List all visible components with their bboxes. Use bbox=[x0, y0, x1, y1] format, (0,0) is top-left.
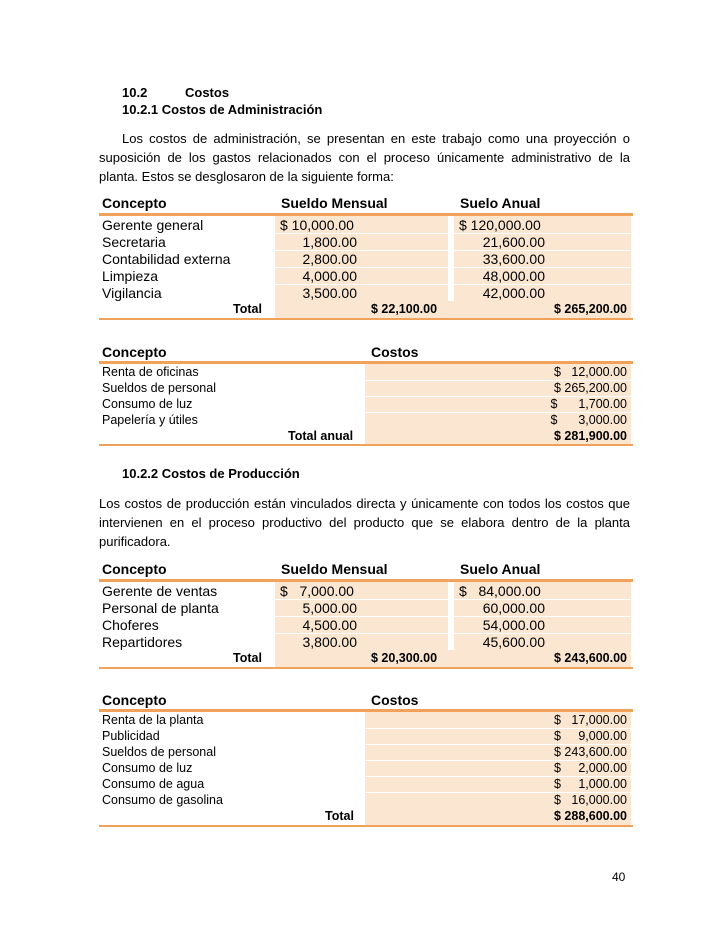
cost-cell: $ 17,000.00 bbox=[554, 713, 627, 727]
cost-cell: $ 12,000.00 bbox=[554, 365, 627, 379]
concept-cell: Publicidad bbox=[102, 729, 160, 743]
table-row bbox=[99, 268, 633, 285]
paragraph-production bbox=[99, 494, 630, 551]
cost-cell: $ 16,000.00 bbox=[554, 793, 627, 807]
annual-cell: $ 120,000.00 bbox=[459, 217, 541, 233]
paragraph-line: Los costos de producción están vinculados directa y únicamente con todos los costos que bbox=[99, 496, 630, 511]
annual-cell: 60,000.00 bbox=[482, 600, 545, 616]
paragraph-line: planta. Estos se desglosaron de la siguiente forma: bbox=[99, 169, 394, 184]
concept-cell: Gerente de ventas bbox=[102, 583, 218, 599]
column-header: Sueldo Mensual bbox=[281, 561, 388, 577]
column-header: Suelo Anual bbox=[460, 561, 541, 577]
total-cost: $ 288,600.00 bbox=[554, 809, 627, 823]
annual-cell: 21,600.00 bbox=[482, 234, 545, 250]
column-header: Sueldo Mensual bbox=[281, 195, 388, 211]
monthly-cell: 3,500.00 bbox=[302, 285, 357, 301]
paragraph-line: purificadora. bbox=[99, 534, 171, 549]
column-header: Concepto bbox=[102, 561, 167, 577]
total-annual: $ 265,200.00 bbox=[554, 302, 627, 316]
column-header: Concepto bbox=[102, 692, 167, 708]
total-monthly: $ 22,100.00 bbox=[371, 302, 438, 316]
annual-cell: 48,000.00 bbox=[482, 268, 545, 284]
concept-cell: Consumo de luz bbox=[102, 397, 193, 411]
column-header: Concepto bbox=[102, 195, 167, 211]
table-row bbox=[99, 234, 633, 251]
annual-cell: 42,000.00 bbox=[482, 285, 545, 301]
monthly-cell: 3,800.00 bbox=[302, 634, 357, 650]
column-header: Concepto bbox=[102, 344, 167, 360]
monthly-cell: 4,000.00 bbox=[302, 268, 357, 284]
monthly-cell: 1,800.00 bbox=[302, 234, 357, 250]
paragraph-line: Los costos de administración, se presentan en este trabajo como una proyección o bbox=[122, 131, 630, 146]
concept-cell: Gerente general bbox=[102, 217, 204, 233]
monthly-cell: 5,000.00 bbox=[302, 600, 357, 616]
concept-cell: Sueldos de personal bbox=[102, 381, 216, 395]
total-label: Total bbox=[325, 809, 354, 823]
concept-cell: Consumo de agua bbox=[102, 777, 205, 791]
total-monthly: $ 20,300.00 bbox=[371, 651, 438, 665]
page-number: 40 bbox=[612, 870, 626, 884]
annual-cell: $ 84,000.00 bbox=[459, 583, 541, 599]
cost-cell: $ 243,600.00 bbox=[554, 745, 627, 759]
concept-cell: Vigilancia bbox=[102, 285, 162, 301]
admin-costs-table bbox=[99, 342, 633, 446]
concept-cell: Repartidores bbox=[102, 634, 183, 650]
cost-cell: $ 1,700.00 bbox=[550, 397, 627, 411]
subsection-title-production: 10.2.2 Costos de Producción bbox=[122, 466, 300, 481]
annual-cell: 33,600.00 bbox=[482, 251, 545, 267]
annual-cell: 45,600.00 bbox=[482, 634, 545, 650]
concept-cell: Renta de oficinas bbox=[102, 365, 199, 379]
section-title: Costos bbox=[185, 85, 230, 100]
total-annual: $ 243,600.00 bbox=[554, 651, 627, 665]
total-cost: $ 281,900.00 bbox=[554, 429, 627, 443]
table-row bbox=[99, 217, 633, 234]
concept-cell: Secretaria bbox=[102, 234, 166, 250]
column-header: Costos bbox=[371, 344, 419, 360]
total-label: Total anual bbox=[288, 429, 354, 443]
cost-cell: $ 2,000.00 bbox=[554, 761, 627, 775]
concept-cell: Choferes bbox=[102, 617, 159, 633]
table-row bbox=[99, 251, 633, 268]
column-header: Suelo Anual bbox=[460, 195, 541, 211]
concept-cell: Personal de planta bbox=[102, 600, 219, 616]
section-number: 10.2 bbox=[122, 85, 148, 100]
concept-cell: Consumo de luz bbox=[102, 761, 193, 775]
production-costs-table bbox=[99, 690, 633, 827]
production-salaries-table bbox=[99, 559, 633, 669]
concept-cell: Limpieza bbox=[102, 268, 159, 284]
total-row bbox=[99, 808, 633, 827]
total-row bbox=[99, 428, 633, 446]
column-header: Costos bbox=[371, 692, 419, 708]
total-label: Total bbox=[233, 651, 262, 665]
cost-cell: $ 3,000.00 bbox=[550, 413, 627, 427]
concept-cell: Sueldos de personal bbox=[102, 745, 216, 759]
paragraph-line: intervienen en el proceso productivo del producto que se elabora dentro de la planta bbox=[99, 515, 630, 530]
total-label: Total bbox=[233, 302, 262, 316]
concept-cell: Renta de la planta bbox=[102, 713, 204, 727]
total-row bbox=[99, 650, 633, 669]
admin-salaries-table bbox=[99, 193, 633, 320]
monthly-cell: 2,800.00 bbox=[302, 251, 357, 267]
annual-cell: 54,000.00 bbox=[482, 617, 545, 633]
subsection-title-admin: 10.2.1 Costos de Administración bbox=[122, 102, 323, 117]
monthly-cell: $ 10,000.00 bbox=[280, 217, 354, 233]
concept-cell: Contabilidad externa bbox=[102, 251, 231, 267]
paragraph-line: suposición de los gastos relacionados con el proceso únicamente administrativo de la bbox=[99, 150, 630, 165]
monthly-cell: 4,500.00 bbox=[302, 617, 357, 633]
table-row bbox=[99, 285, 633, 302]
paragraph-admin bbox=[99, 129, 630, 186]
concept-cell: Papelería y útiles bbox=[102, 413, 198, 427]
monthly-cell: $ 7,000.00 bbox=[280, 583, 354, 599]
cost-cell: $ 9,000.00 bbox=[554, 729, 627, 743]
cost-cell: $ 265,200.00 bbox=[554, 381, 627, 395]
total-row bbox=[99, 301, 633, 320]
cost-cell: $ 1,000.00 bbox=[554, 777, 627, 791]
concept-cell: Consumo de gasolina bbox=[102, 793, 223, 807]
